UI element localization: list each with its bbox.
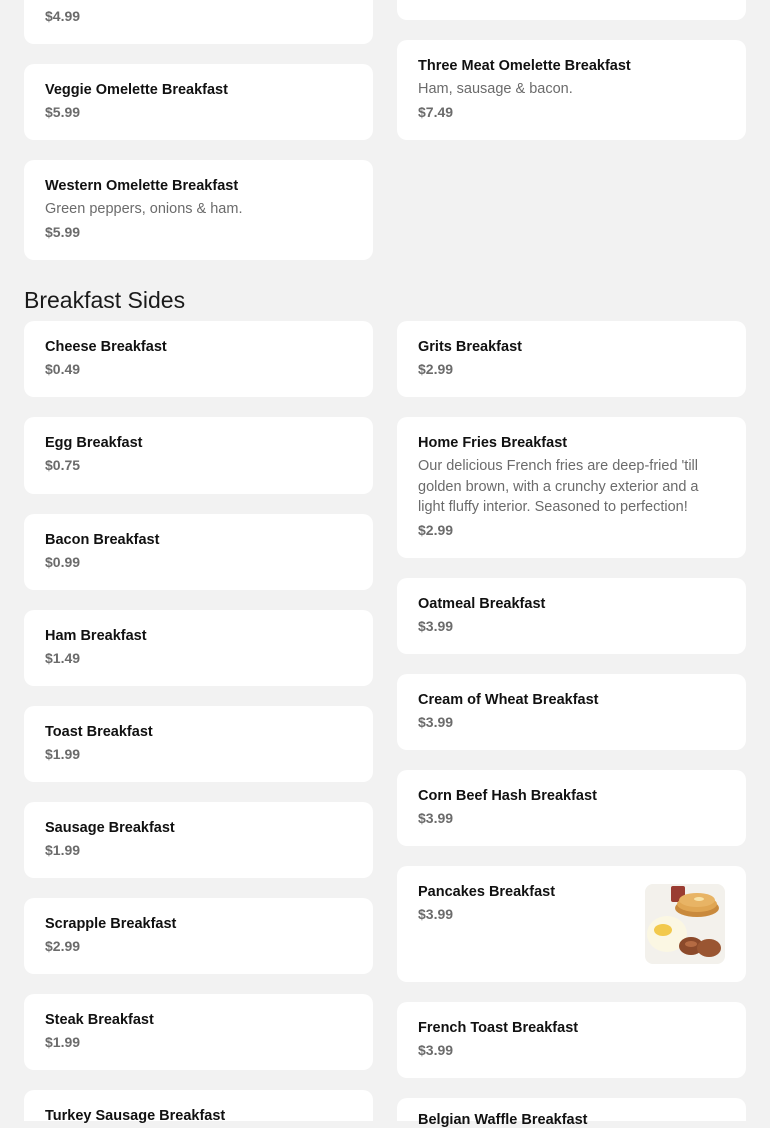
- menu-item-name: Home Fries Breakfast: [418, 435, 568, 451]
- menu-item-name: Sausage Breakfast: [45, 820, 175, 836]
- menu-item-belgian-waffle[interactable]: [397, 1098, 746, 1128]
- menu-item-price: $7.49: [418, 104, 454, 120]
- menu-item-price: $1.99: [45, 842, 81, 858]
- menu-item-name: Oatmeal Breakfast: [418, 596, 546, 612]
- menu-item-name: Egg Breakfast: [45, 435, 143, 451]
- menu-item-name: Steak Breakfast: [45, 1012, 154, 1028]
- menu-item-grits[interactable]: [397, 321, 746, 397]
- menu-item-turkey-sausage[interactable]: [24, 1090, 373, 1124]
- menu-item-price: $1.49: [45, 650, 81, 666]
- menu-item-french-toast[interactable]: [397, 1002, 746, 1078]
- menu-item-price: $3.99: [418, 906, 454, 922]
- menu-item-cream-of-wheat[interactable]: [397, 674, 746, 750]
- menu-item-pancakes[interactable]: [397, 866, 746, 982]
- menu-item-ham[interactable]: [24, 610, 373, 686]
- menu-item-name: Corn Beef Hash Breakfast: [418, 788, 597, 804]
- menu-item-name: Turkey Sausage Breakfast: [45, 1108, 226, 1124]
- menu-item-toast[interactable]: [24, 706, 373, 782]
- menu-item-price: $2.99: [45, 938, 81, 954]
- menu-item-price: $1.99: [45, 1034, 81, 1050]
- menu-item-name: Western Omelette Breakfast: [45, 178, 239, 194]
- menu-item-cheese[interactable]: [24, 321, 373, 397]
- menu-item-description: Our delicious French fries are deep-fried 'till golden brown, with a crunchy exterior and a light fluffy interior. Seasoned to perfection!: [418, 458, 699, 515]
- menu-item-price: $3.99: [418, 618, 454, 634]
- menu-item-name: Bacon Breakfast: [45, 532, 160, 548]
- menu-item-price: $0.99: [45, 554, 81, 570]
- menu-item-steak[interactable]: [24, 994, 373, 1070]
- menu-item-price: $2.99: [418, 361, 454, 377]
- menu-item-name: Cream of Wheat Breakfast: [418, 692, 599, 708]
- menu-item-price: $4.99: [45, 8, 81, 24]
- menu-item-three-meat-omelette[interactable]: [397, 40, 746, 140]
- menu-item-name: Toast Breakfast: [45, 724, 153, 740]
- menu-item-card[interactable]: [24, 0, 373, 44]
- menu-item-price: $5.99: [45, 224, 81, 240]
- menu-item-scrapple[interactable]: [24, 898, 373, 974]
- menu-item-bacon[interactable]: [24, 514, 373, 590]
- menu-item-oatmeal[interactable]: [397, 578, 746, 654]
- menu-item-price: $3.99: [418, 810, 454, 826]
- menu-item-name: French Toast Breakfast: [418, 1020, 579, 1036]
- menu-item-corn-beef-hash[interactable]: [397, 770, 746, 846]
- menu-item-price: $3.99: [418, 714, 454, 730]
- menu-item-home-fries[interactable]: [397, 417, 746, 558]
- menu-item-veggie-omelette[interactable]: [24, 64, 373, 140]
- menu-item-price: $1.99: [45, 746, 81, 762]
- menu-item-price: $0.75: [45, 457, 81, 473]
- menu-item-price: $5.99: [45, 104, 81, 120]
- menu-item-western-omelette[interactable]: [24, 160, 373, 260]
- menu-item-name: Veggie Omelette Breakfast: [45, 82, 228, 98]
- menu-item-description: Ham, sausage & bacon.: [418, 81, 573, 97]
- menu-item-egg[interactable]: [24, 417, 373, 494]
- pancakes-photo: [645, 884, 725, 964]
- menu-item-name: Scrapple Breakfast: [45, 916, 177, 932]
- menu-item-name: Belgian Waffle Breakfast: [418, 1112, 588, 1128]
- menu-item-price: $2.99: [418, 522, 454, 538]
- menu-item-price: $0.49: [45, 361, 81, 377]
- menu-item-name: Pancakes Breakfast: [418, 884, 556, 900]
- menu-item-card[interactable]: [397, 0, 746, 20]
- menu-item-name: Cheese Breakfast: [45, 339, 167, 355]
- menu-item-sausage[interactable]: [24, 802, 373, 878]
- menu-item-name: Ham Breakfast: [45, 628, 147, 644]
- menu-item-description: Green peppers, onions & ham.: [45, 201, 243, 217]
- menu-item-name: Three Meat Omelette Breakfast: [418, 58, 631, 74]
- menu-item-price: $3.99: [418, 1042, 454, 1058]
- section-title: Breakfast Sides: [24, 287, 186, 313]
- menu-item-name: Grits Breakfast: [418, 339, 522, 355]
